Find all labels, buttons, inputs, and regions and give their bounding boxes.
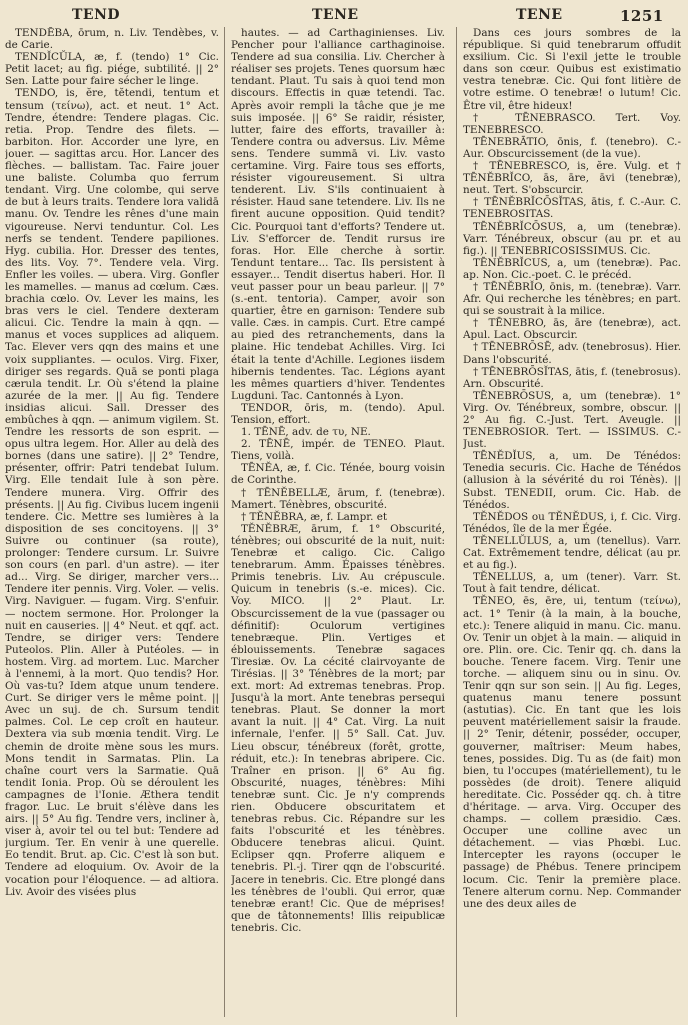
dictionary-entry: TENDĬCŬLA, æ, f. (tendo) 1° Cic. Petit lacet; au fig. piége, subtilité. || 2° Sen. Latte pour faire sécher le linge. — [5, 51, 219, 88]
dictionary-entry: TĒNĔBRĬCŌSUS, a, um (tenebræ). Varr. Ténébreux, obscur (au pr. et au fig.). || TENEBRICOSISSIMUS. Cic. — [463, 220, 681, 257]
dictionary-entry: † TĒNĔBELLÆ, ārum, f. (tenebræ). Mamert. Ténèbres, obscurité. — [231, 486, 445, 511]
header-center-guide-word: TENE — [312, 7, 359, 23]
dictionary-entry: † TĒNĔBRĬCŌSĬTAS, ātis, f. C.-Aur. C. TENEBROSITAS. — [463, 196, 681, 221]
dictionary-entry: Dans ces jours sombres de la république. Si quid tenebrarum offudit exsilium. Cic. Si l'exil jette le trouble dans son cœur. Quibus est existimatio vestra tenebræ. Cic. Qui font litière de votre estime. O tenebræ! o lutum! Cic. Être vil, être hideux! — [463, 27, 681, 112]
dictionary-entry: TĔNEO, ēs, ēre, ui, tentum (τείνω), act. 1° Tenir (à la main, à la bouche, etc.): Tenere aliquid in manu. Cic. manu. Ov. Tenir un objet à la main. — aliquid in ore. Plin. ore. Cic. Tenir qq. ch. dans la bouche. Tenere facem. Virg. Tenir une torche. — aliquem sinu ou in sinu. Ov. Tenir qqn sur son sein. || Au fig. Leges, quatenus manu tenere possunt (astutias). Cic. En tant que les lois peuvent matériellement saisir la fraude. || 2° Tenir, détenir, posséder, occuper, gouverner, maîtriser: Meum habes, tenes, possides. Dig. Tu as (de fait) mon bien, tu l'occupes (matériellement), tu le possèdes (de droit). Tenere aliquid hereditate. Cic. Posséder qq. ch. à titre d'héritage. — arva. Virg. Occuper des champs. — collem præsidio. Cæs. Occuper une colline avec un détachement. — vias Phœbi. Luc. Intercepter les rayons (occuper le passage) de Phébus. Tenere principem locum. Cic. Tenir la première place. Tenere alterum cornu. Nep. Commander une des deux ailes de — [463, 595, 681, 910]
page-number: 1251 — [620, 7, 664, 25]
column-divider — [224, 27, 225, 1017]
dictionary-entry: TĔNELLUS, a, um (tener). Varr. St. Tout à fait tendre, délicat. — [463, 571, 681, 596]
dictionary-entry: TENDOR, ōris, m. (tendo). Apul. Tension, effort. — [231, 401, 445, 426]
dictionary-entry: TĒNĔA, æ, f. Cic. Ténée, bourg voisin de Corinthe. — [231, 462, 445, 487]
column-divider — [456, 27, 457, 1017]
dictionary-entry: 1. TĒNĒ, adv. de τυ, NE. — [241, 426, 371, 439]
dictionary-entry: TĒNEBRĀTIO, ōnis, f. (tenebro). C.-Aur. Obscurcissement (de la vue). — [463, 135, 681, 160]
dictionary-entry: † TĒNEBRO, ās, āre (tenebræ), act. Apul. Lact. Obscurcir. — [463, 317, 681, 342]
text-column-3 — [463, 27, 681, 1017]
header-left-guide-word: TEND — [72, 7, 121, 23]
dictionary-entry: TĒNĔDĬUS, a, um. De Ténédos: Tenedia securis. Cic. Hache de Ténédos (allusion à la sévérité du roi Ténès). || Subst. TENEDII, orum. Cic. Hab. de Ténédos. — [463, 450, 681, 511]
dictionary-entry: TENDO, is, ĕre, tĕtendi, tentum et tensum (τείνω), act. et neut. 1° Act. Tendre, étendre: Tendere plagas. Cic. retia. Prop. Tendre des filets. — barbiton. Hor. Accorder une lyre, en jouer. — sagittas arcu. Hor. Lancer des flèches. — ballistam. Tac. Faire jouer une baliste. Columba quo ferrum tendant. Virg. Une colombe, qui serve de but à leurs traits. Tendere lora validā manu. Ov. Tendre les rênes d'une main vigoureuse. Nervi tenduntur. Col. Les nerfs se tendent. Tendere papiliones. Hyg. cubilia. Hor. Dresser des tentes, des lits. Voy. 7°. Tendere vela. Virg. Enfler les voiles. — ubera. Virg. Gonfler les mamelles. — manus ad cœlum. Cæs. brachia cœlo. Ov. Lever les mains, les bras vers le ciel. Tendere dexteram alicui. Cic. Tendre la main à qqn. — manus et voces supplices ad aliquem. Tac. Elever vers qqn des mains et une voix suppliantes. — oculos. Virg. Fixer, diriger ses regards. Quā se ponti plaga cærula tendit. Lr. Où s'étend la plaine azurée de la mer. || Au fig. Tendere insidias alicui. Sall. Dresser des embûches à qqn. — animum vigilem. St. Tendre les ressorts de son esprit. — opus ultra legem. Hor. Aller au delà des bornes (dans une satire). || 2° Tendre, présenter, offrir: Patri tendebat Iulum. Virg. Elle tendait Iule à son père. Tendere munera. Virg. Offrir des présents. || Au fig. Civibus lucem ingenii tendere. Cic. Mettre ses lumières à la disposition de ses concitoyens. || 3° Suivre ou continuer (sa route), prolonger: Tendere cursum. Lr. Suivre son cours (en parl. d'un astre). — iter ad... Virg. Se diriger, marcher vers... Tendere iter pennis. Virg. Voler. — velis. Virg. Naviguer. — fugam. Virg. S'enfuir. — noctem sermone. Hor. Prolonger la nuit en causeries. || 4° Neut. et qqf. act. Tendre, se diriger vers: Tendere Puteolos. Plin. Aller à Putéoles. — in hostem. Virg. ad mortem. Luc. Marcher à l'ennemi, à la mort. Quo tendis? Hor. Où vas-tu? Idem atque unum tendere. Curt. Se diriger vers le même point. || Avec un suj. de ch. Sursum tendit palmes. Col. Le cep croît en hauteur. Dextera via sub mœnia tendit. Virg. Le chemin de droite mène sous les murs. Mons tendit in Sarmatas. Plin. La chaîne court vers la Sarmatie. Quā tendit Ionia. Prop. Où se déroulent les campagnes de l'Ionie. Æthera tendit fragor. Luc. Le bruit s'élève dans les airs. || 5° Au fig. Tendre vers, incliner à, viser à, avoir tel ou tel but: Tendere ad jurgium. Ter. En venir à une querelle. Eo tendit. Brut. ap. Cic. C'est là son but. Tendere ad eloquium. Ov. Avoir de la vocation pour l'éloquence. — ad altiora. Liv. Avoir des visées plus — [5, 87, 219, 898]
dictionary-entry: † TĒNĔBRĬO, ōnis, m. (tenebræ). Varr. Afr. Qui recherche les ténèbres; en part. qui se soustrait à la milice. — [463, 280, 681, 318]
dictionary-entry: † TĒNEBRESCO, is, ĕre. Vulg. et † TĒNĔBRĬCO, ās, āre, āvi (tenebræ), neut. Tert. S'obscurcir. — [463, 160, 681, 197]
dictionary-entry: TĔNĔBRÆ, ārum, f. 1° Obscurité, ténèbres; oui obscurité de la nuit, nuit: Tenebræ et caligo. Cic. Caligo tenebrarum. Amm. Épaisses ténèbres. Primis tenebris. Liv. Au crépuscule. Quicum in tenebris (s.-e. mices). Cic. Voy. MICO. || 2° Plaut. Lr. Obscurcissement de la vue (passager ou définitif): Oculorum vertigines tenebræque. Plin. Vertiges et éblouissements. Tenebræ sagaces Tiresiæ. Ov. La cécité clairvoyante de Tirésias. || 3° Ténèbres de la mort; par ext. mort: Ad extremas tenebras. Prop. Jusqu'à la mort. Ante tenebras persequi tenebras. Plaut. Se donner la mort avant la nuit. || 4° Cat. Virg. La nuit infernale, l'enfer. || 5° Sall. Cat. Juv. Lieu obscur, ténébreux (forêt, grotte, réduit, etc.): In tenebras abripere. Cic. Traîner en prison. || 6° Au fig. Obscurité, nuages, ténèbres: Mihi tenebræ sunt. Cic. Je n'y comprends rien. Obducere obscuritatem et tenebras rebus. Cic. Répandre sur les faits l'obscurité et les ténèbres. Obducere tenebras alicui. Quint. Eclipser qqn. Proferre aliquem e tenebris. Pl.-j. Tirer qqn de l'obscurité. Jacere in tenebris. Cic. Etre plongé dans les ténèbres de l'oubli. Qui error, quæ tenebræ erant! Cic. Que de méprises! que de tâtonnements! Illis reipublicæ tenebris. Cic. — [231, 522, 445, 934]
dictionary-entry: † TĔNĔBRA, æ, f. Lampr. et — [241, 510, 388, 523]
text-column-2 — [231, 27, 445, 1017]
header-right-guide-word: TENE — [516, 7, 563, 23]
dictionary-entry: † TĒNEBRŌSĬTAS, ātis, f. (tenebrosus). Arn. Obscurité. — [463, 365, 681, 390]
running-header — [0, 7, 688, 27]
text-column-1 — [5, 27, 219, 1017]
dictionary-entry: † TĒNEBRASCO. Tert. Voy. TENEBRESCO. — [463, 111, 681, 136]
dictionary-entry: TENDĒBA, ōrum, n. Liv. Tendèbes, v. de Carie. — [5, 27, 219, 52]
dictionary-entry: † TĒNEBRŌSĒ, adv. (tenebrosus). Hier. Dans l'obscurité. — [463, 341, 681, 366]
dictionary-entry: hautes. — ad Carthaginienses. Liv. Pencher pour l'alliance carthaginoise. Tendere ad sua consilia. Liv. Chercher à réaliser ses projets. Tenes quorsum hæc tendant. Plaut. Tu sais à quoi tend mon discours. Effectis in quæ tetendi. Tac. Après avoir rempli la tâche que je me suis imposée. || 6° Se raidir, résister, lutter, faire des efforts, travailler à: Tendere contra ou adversus. Liv. Même sens. Tendere summā vi. Liv. vasto certamine. Virg. Faire tous ses efforts, résister vigoureusement. Si ultra tenderent. Liv. S'ils continuaient à résister. Haud sane tetendere. Liv. Ils ne firent aucune opposition. Quid tendit? Cic. Pourquoi tant d'efforts? Tendere ut. Liv. S'efforcer de. Tendit rursus ire foras. Hor. Elle cherche à sortir. Tendunt tentare... Tac. Ils persistent à essayer... Tendit disertus haberi. Hor. Il veut passer pour un beau parleur. || 7° (s.-ent. tentoria). Camper, avoir son quartier, être en garnison: Tendere sub valle. Cæs. in campis. Curt. Etre campé au pied des retranchements, dans la plaine. Hic tendebat Achilles. Virg. Ici était la tente d'Achille. Legiones iisdem hibernis tendentes. Tac. Légions ayant les mêmes quartiers d'hiver. Tendentes Lugduni. Tac. Cantonnés à Lyon. — [231, 27, 445, 402]
dictionary-entry: TĒNEBRŌSUS, a, um (tenebræ). 1° Virg. Ov. Ténébreux, sombre, obscur. || 2° Au fig. C.-Just. Tert. Aveugle. || TENEBROSIOR. Tert. — ISSIMUS. C.-Just. — [463, 389, 681, 451]
dictionary-entry: TĔNELLŬLUS, a, um (tenellus). Varr. Cat. Extrêmement tendre, délicat (au pr. et au fig.). — [463, 534, 681, 572]
dictionary-entry: TĒNĔBRĬCUS, a, um (tenebræ). Pac. ap. Non. Cic.-poet. C. le précéd. — [463, 256, 681, 281]
dictionary-entry: 2. TĒNĒ, impér. de TENEO. Plaut. Tiens, voilà. — [231, 438, 445, 463]
dictionary-entry: TĔNĔDOS ou TĔNĔDUS, i, f. Cic. Virg. Ténédos, île de la mer Égée. — [463, 510, 681, 535]
